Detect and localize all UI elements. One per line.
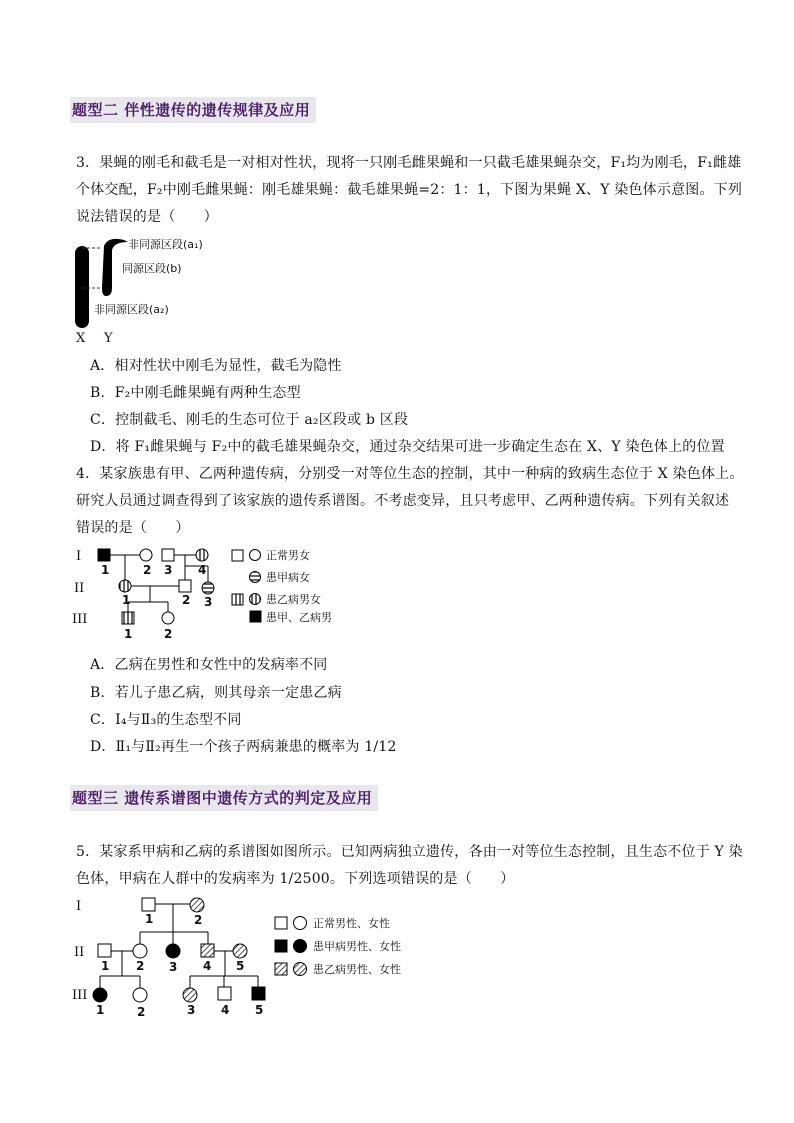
q5-num: 3	[169, 960, 178, 974]
label-a1: 非同源区段(a₁)	[128, 238, 203, 251]
q3-stem-line3: 说法错误的是（ ）	[76, 209, 218, 225]
q4-legend-b-male	[232, 594, 243, 605]
q5-num: 1	[96, 1003, 105, 1017]
section-heading-2: 题型二 伴性遗传的遗传规律及应用	[70, 97, 316, 123]
q4-option-d: D．Ⅱ₁与Ⅱ₂再生一个孩子两病兼患的概率为 1/12	[90, 739, 397, 755]
q5-III1-female-affected-a	[93, 988, 107, 1002]
q5-stem-line2: 色体，甲病在人群中的发病率为 1/2500。下列选项错误的是（ ）	[76, 871, 515, 887]
q3-option-a: A．相对性状中刚毛为显性，截毛为隐性	[90, 358, 342, 374]
q4-III1-male-affected-b	[122, 612, 134, 624]
q4-legend-normal-male	[232, 550, 243, 561]
q4-III2-female-normal	[162, 612, 174, 624]
q4-I3-male-normal	[162, 549, 174, 561]
label-a2: 非同源区段(a₂)	[94, 303, 169, 316]
x-chromosome	[75, 246, 89, 328]
xy-chromosome-figure	[66, 232, 286, 348]
q4-stem-line1: 4．某家族患有甲、乙两种遗传病，分别受一对等位生态的控制，其中一种病的致病生态位于 X 染色体上。	[76, 466, 744, 482]
q5-legend-b-female	[294, 963, 307, 976]
q5-III3-female-affected-b	[183, 988, 197, 1002]
q5-legend-b-male	[275, 963, 287, 975]
q5-gen-2: II	[74, 945, 85, 960]
q5-legend-1: 正常男性、女性	[313, 917, 390, 930]
q4-gen-1: I	[76, 549, 82, 564]
q4-pedigree	[70, 542, 370, 646]
q4-stem-line2: 研究人员通过调查得到了该家族的遗传系谱图。不考虑变异，且只考虑甲、乙两种遗传病。下列有关叙述	[76, 493, 730, 509]
q4-legend-b-female	[250, 594, 261, 605]
q4-I1-male-affected-both	[98, 549, 110, 561]
q4-num: 4	[198, 563, 207, 577]
q4-num: 1	[122, 593, 131, 607]
q5-legend-2: 患甲病男性、女性	[313, 940, 401, 953]
q3-option-d: D．将 F₁雌果蝇与 F₂中的截毛雄果蝇杂交，通过杂交结果可进一步确定生态在 X、Y 染色体上的位置	[90, 439, 725, 455]
q4-num: 2	[164, 627, 173, 641]
q5-num: 2	[137, 1005, 146, 1019]
q5-III2-female-normal	[133, 988, 147, 1002]
q4-num: 1	[101, 563, 110, 577]
q5-num: 4	[203, 959, 212, 973]
q4-II2-male-normal	[179, 580, 191, 592]
q3-option-c: C．控制截毛、刚毛的生态可位于 a₂区段或 b 区段	[90, 412, 409, 428]
q3-stem-line2: 个体交配，F₂中刚毛雌果蝇：刚毛雄果蝇：截毛雄果蝇=2：1：1，下图为果蝇 X、Y 染色体示意图。下列	[76, 182, 743, 198]
q5-I2-female-affected-b	[190, 898, 204, 912]
q5-II5-female-affected-b	[233, 944, 247, 958]
q5-pedigree	[70, 892, 430, 1020]
q5-III5-male-affected-a	[252, 987, 265, 1000]
q4-num: 2	[182, 593, 191, 607]
q4-num: 3	[164, 563, 173, 577]
q4-option-b: B．若儿子患乙病，则其母亲一定患乙病	[90, 685, 342, 701]
q5-II2-female-normal	[133, 944, 147, 958]
q4-stem-line3: 错误的是（ ）	[76, 520, 190, 536]
q4-legend-a-female	[250, 572, 261, 583]
label-b: 同源区段(b)	[122, 262, 182, 275]
q5-legend-normal-male	[275, 917, 287, 929]
q5-stem-line1: 5．某家系甲病和乙病的系谱图如图所示。已知两病独立遗传，各由一对等位生态控制，且生态不位于 Y 染	[76, 844, 743, 860]
q5-legend-3: 患乙病男性、女性	[313, 963, 401, 976]
q5-num: 2	[194, 913, 203, 927]
q3-stem-line1: 3．果蝇的刚毛和截毛是一对相对性状，现将一只刚毛雌果蝇和一只截毛雄果蝇杂交，F₁均为刚毛，F₁雌雄	[76, 155, 742, 171]
q4-legend-1: 正常男女	[266, 549, 310, 562]
q5-legend-a-male	[275, 940, 287, 952]
q5-gen-1: I	[76, 899, 82, 914]
q5-II3-female-affected-a	[166, 944, 180, 958]
q4-II3-female-affected-a	[202, 582, 214, 594]
q4-legend-3: 患乙病男女	[266, 593, 321, 606]
q3-option-b: B．F₂中刚毛雌果蝇有两种生态型	[90, 385, 301, 401]
q5-num: 3	[187, 1003, 196, 1017]
q4-option-a: A．乙病在男性和女性中的发病率不同	[90, 657, 328, 673]
q5-num: 1	[145, 912, 154, 926]
q5-II4-male-affected-b	[201, 944, 214, 957]
q4-legend-both-male	[250, 611, 261, 622]
q4-num: 3	[204, 595, 213, 609]
q4-I4-female-affected-b	[196, 549, 208, 561]
q4-num: 1	[124, 627, 133, 641]
q4-II1-female-affected-b	[119, 580, 131, 592]
q5-num: 2	[136, 959, 145, 973]
q5-II1-male-normal	[98, 944, 111, 957]
section-heading-3: 题型三 遗传系谱图中遗传方式的判定及应用	[70, 785, 378, 811]
q4-num: 2	[143, 563, 152, 577]
q5-legend-a-female	[294, 940, 307, 953]
q5-I1-male-normal	[142, 898, 155, 911]
q5-num: 4	[221, 1003, 230, 1017]
q4-legend-normal-female	[250, 550, 261, 561]
label-y: Y	[104, 331, 113, 346]
q4-legend-4: 患甲、乙病男	[266, 611, 332, 624]
q4-gen-3: III	[72, 612, 88, 627]
q4-legend-2: 患甲病女	[266, 571, 310, 584]
q5-num: 1	[101, 959, 110, 973]
q5-legend-normal-female	[294, 917, 307, 930]
q4-gen-2: II	[74, 581, 85, 596]
label-x: X	[76, 331, 86, 346]
q4-I2-female-normal	[140, 549, 152, 561]
q5-gen-3: III	[72, 988, 88, 1003]
q5-III4-male-normal	[218, 987, 231, 1000]
q5-num: 5	[255, 1003, 264, 1017]
q4-option-c: C．I₄与Ⅱ₃的生态型不同	[90, 712, 242, 728]
q5-num: 5	[236, 959, 245, 973]
